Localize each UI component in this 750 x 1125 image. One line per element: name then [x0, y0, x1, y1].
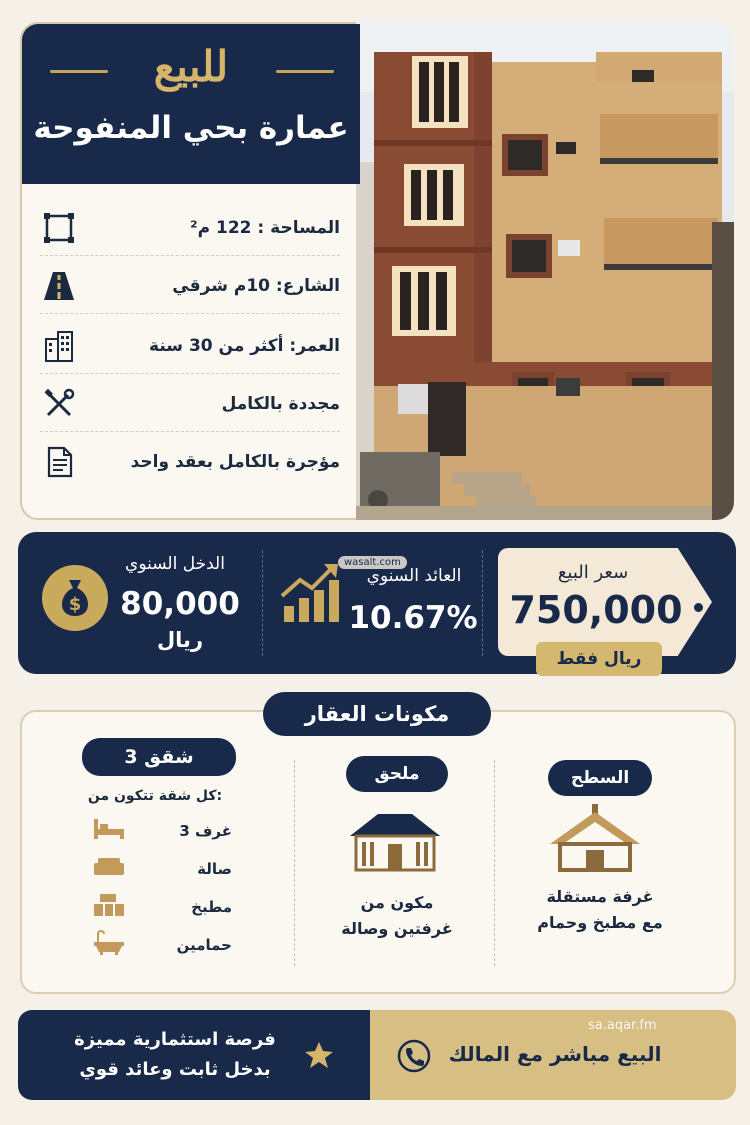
feature-leased — [40, 434, 340, 490]
apartment-item-text: 3 غرف — [179, 822, 232, 840]
apartment-item — [92, 816, 232, 846]
kitchen-icon — [92, 892, 126, 922]
phone-icon — [396, 1038, 432, 1078]
roof-label: السطح — [548, 760, 652, 796]
svg-text:$: $ — [68, 594, 82, 615]
road-icon — [40, 267, 78, 305]
return-label: العائد السنوي — [366, 566, 462, 586]
components-divider — [294, 760, 295, 966]
components-divider — [494, 760, 495, 966]
annex-line2: غرفتين وصالة — [341, 919, 453, 938]
price-tag-hole — [694, 603, 703, 612]
income-unit: ريال — [156, 628, 204, 652]
apartment-item-text: حمامين — [176, 936, 232, 954]
sofa-icon — [92, 855, 126, 883]
annex-label: ملحق — [346, 756, 448, 792]
document-icon — [40, 443, 78, 481]
feature-renovated — [40, 376, 340, 432]
apartments-subtitle: كل شقة تتكون من: — [87, 788, 223, 804]
building-title: عمارة بحي المنفوحة — [33, 110, 349, 146]
footer-watermark: sa.aqar.fm — [588, 1018, 657, 1033]
tools-icon — [40, 385, 78, 423]
apartment-item — [92, 854, 232, 884]
feature-area — [40, 200, 340, 256]
feature-street — [40, 258, 340, 314]
house-annex-icon — [348, 810, 442, 876]
star-icon — [304, 1040, 334, 1074]
direct-sale-text: البيع مباشر مع المالك — [448, 1042, 662, 1066]
components-title: مكونات العقار — [263, 692, 491, 736]
house-roof-icon — [548, 802, 642, 876]
feature-renovated-text: مجددة بالكامل — [221, 393, 340, 414]
stats-divider — [262, 550, 263, 656]
return-value: 10.67% — [348, 600, 478, 636]
apartment-item — [92, 892, 232, 922]
price-unit: ريال فقط — [536, 642, 662, 676]
money-bag-icon — [42, 565, 108, 631]
annex-line1: مكون من — [360, 893, 434, 912]
price-label: سعر البيع — [557, 562, 629, 583]
price-value: 750,000 — [509, 588, 683, 632]
apartment-item-text: صالة — [197, 860, 232, 878]
stats-divider — [482, 550, 483, 656]
bathtub-icon — [92, 930, 126, 960]
building-photo — [356, 22, 734, 520]
roof-line2: مع مطبخ وحمام — [537, 913, 663, 932]
income-value: 80,000 — [120, 586, 240, 622]
apartment-item — [92, 930, 232, 960]
apartment-item-text: مطبخ — [191, 898, 232, 916]
bed-icon — [92, 817, 126, 845]
sale-title: للبيع — [153, 42, 229, 91]
footer-line2: بدخل ثابت وعائد قوي — [79, 1059, 271, 1080]
area-icon — [40, 209, 78, 247]
footer-line1: فرصة استثمارية مميزة — [74, 1029, 276, 1050]
income-label: الدخل السنوي — [125, 554, 225, 574]
feature-age-text: العمر: أكثر من 30 سنة — [149, 335, 340, 356]
feature-leased-text: مؤجرة بالكامل بعقد واحد — [130, 452, 340, 472]
apartments-label: 3 شقق — [82, 738, 236, 776]
building-icon — [40, 327, 78, 365]
watermark: wasalt.com — [338, 556, 407, 569]
roof-line1: غرفة مستقلة — [546, 887, 654, 906]
feature-area-text: المساحة : 122 م² — [190, 217, 340, 238]
feature-street-text: الشارع: 10م شرقي — [172, 275, 340, 296]
growth-chart-icon — [280, 562, 340, 630]
feature-age — [40, 318, 340, 374]
